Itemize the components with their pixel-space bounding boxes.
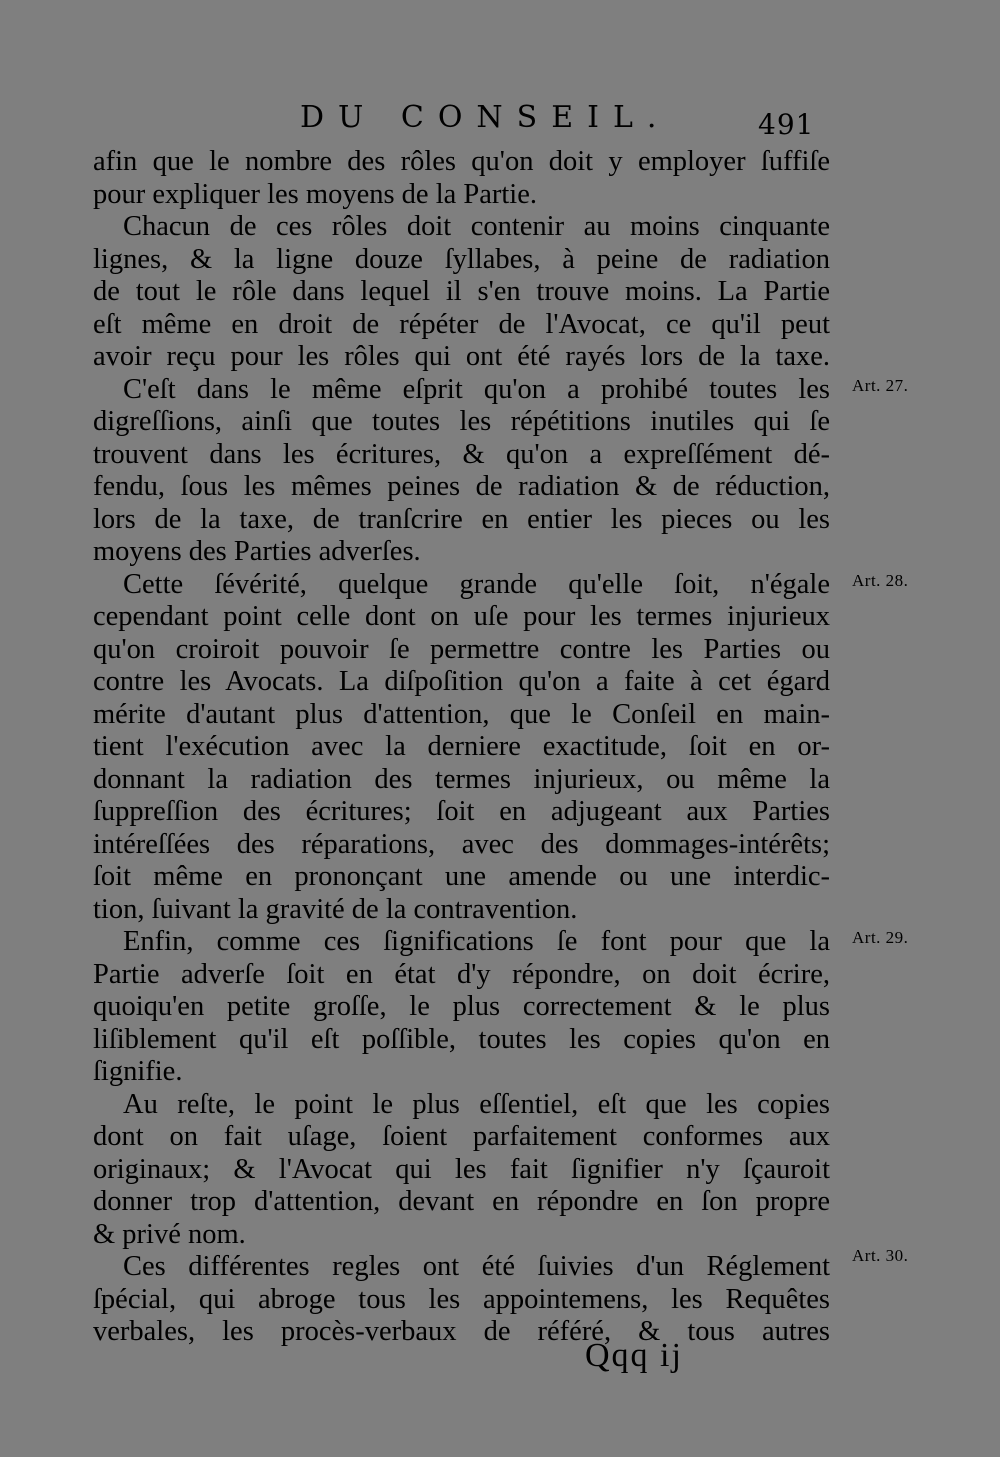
- text-line: lignes, & la ligne douze ſyllabes, à peine de radiation: [93, 243, 830, 275]
- text-line: Enfin, comme ces ſignifications ſe font pour que la: [123, 926, 830, 957]
- text-line: ſoit même en prononçant une amende ou une interdic-: [93, 861, 830, 892]
- text-line: mérite d'autant plus d'attention, que le Conſeil en main-: [93, 698, 830, 730]
- margin-note-art-28: Art. 28.: [852, 571, 909, 590]
- text-line: C'eſt dans le même eſprit qu'on a prohibé toutes les: [123, 373, 830, 405]
- text-line: & privé nom.: [93, 1218, 246, 1250]
- text-line: quoiqu'en petite groſſe, le plus correctement & le plus: [93, 991, 830, 1022]
- text-line: ſuppreſſion des écritures; ſoit en adjugeant aux Parties: [93, 796, 830, 827]
- text-line: moyens des Parties adverſes.: [93, 536, 421, 567]
- text-line: avoir reçu pour les rôles qui ont été rayés lors de la taxe.: [93, 341, 830, 372]
- text-line: digreſſions, ainſi que toutes les répétitions inutiles qui ſe: [93, 406, 830, 437]
- margin-note-art-30: Art. 30.: [852, 1246, 909, 1265]
- text-line: tient l'exécution avec la derniere exactitude, ſoit en or-: [93, 731, 830, 762]
- signature-mark: Qqq ij: [585, 1337, 683, 1374]
- text-line: originaux; & l'Avocat qui les fait ſignifier n'y ſçauroit: [93, 1153, 830, 1185]
- text-line: liſiblement qu'il eſt poſſible, toutes les copies qu'on en: [93, 1023, 830, 1055]
- text-line: donnant la radiation des termes injurieux, ou même la: [93, 763, 830, 795]
- text-line: ſignifie.: [93, 1056, 183, 1087]
- text-line: trouvent dans les écritures, & qu'on a expreſſément dé-: [93, 438, 830, 470]
- text-line: Partie adverſe ſoit en état d'y répondre, on doit écrire,: [93, 958, 830, 990]
- text-line: dont on fait uſage, ſoient parfaitement conformes aux: [93, 1121, 830, 1152]
- text-line: Au reſte, le point le plus eſſentiel, eſt que les copies: [123, 1088, 830, 1120]
- margin-note-art-29: Art. 29.: [852, 928, 909, 947]
- text-line: Chacun de ces rôles doit contenir au moins cinquante: [123, 211, 830, 242]
- text-line: Ces différentes regles ont été ſuivies d'un Réglement: [123, 1251, 830, 1282]
- text-line: de tout le rôle dans lequel il s'en trouve moins. La Partie: [93, 276, 830, 307]
- text-line: fendu, ſous les mêmes peines de radiation & de réduction,: [93, 471, 830, 502]
- text-line: contre les Avocats. La diſpoſition qu'on a faite à cet égard: [93, 666, 830, 697]
- text-line: cependant point celle dont on uſe pour les termes injurieux: [93, 601, 830, 632]
- text-line: Cette ſévérité, quelque grande qu'elle ſoit, n'égale: [123, 568, 830, 600]
- body-text: [93, 146, 830, 1349]
- text-line: afin que le nombre des rôles qu'on doit y employer ſuffiſe: [93, 146, 830, 177]
- text-line: lors de la taxe, de tranſcrire en entier les pieces ou les: [93, 503, 830, 535]
- text-line: ſpécial, qui abroge tous les appointemens, les Requêtes: [93, 1283, 830, 1315]
- text-line: verbales, les procès-verbaux de référé, & tous autres: [93, 1316, 830, 1347]
- page-number: 491: [758, 108, 815, 141]
- text-line: eſt même en droit de répéter de l'Avocat, ce qu'il peut: [93, 308, 830, 340]
- running-header: DU CONSEIL.: [300, 100, 671, 135]
- text-line: donner trop d'attention, devant en répondre en ſon propre: [93, 1186, 830, 1217]
- text-line: intéreſſées des réparations, avec des dommages-intérêts;: [93, 828, 830, 860]
- text-line: pour expliquer les moyens de la Partie.: [93, 178, 538, 210]
- text-line: qu'on croiroit pouvoir ſe permettre contre les Parties ou: [93, 633, 830, 665]
- margin-note-art-27: Art. 27.: [852, 376, 909, 395]
- text-line: tion, ſuivant la gravité de la contravention.: [93, 893, 578, 925]
